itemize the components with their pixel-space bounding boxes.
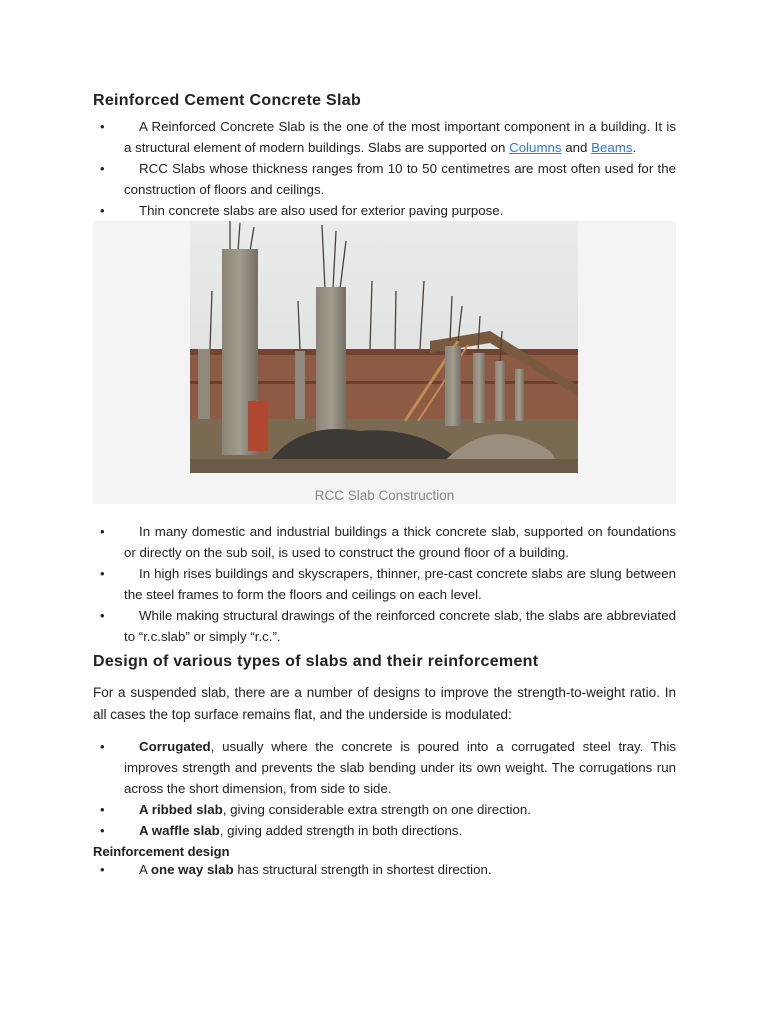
bullet-marker: •	[100, 161, 105, 176]
list-item: • Corrugated, usually where the concrete is poured into a corrugated steel tray. This improves strength and prevents the slab bending under its own weight. The corrugations run across the short dimension, from side to side.	[93, 736, 676, 799]
figure	[93, 221, 676, 504]
bullet-list	[93, 116, 676, 221]
bullet-marker: •	[100, 862, 105, 877]
construction-photo	[190, 221, 578, 473]
list-item: • In high rises buildings and skyscrapers, thinner, pre-cast concrete slabs are slung between the steel frames to form the floors and ceilings on each level.	[93, 563, 676, 605]
bullet-marker: •	[100, 802, 105, 817]
list-item: • A ribbed slab, giving considerable extra strength on one direction.	[93, 799, 676, 820]
section-heading: Reinforced Cement Concrete Slab	[93, 92, 362, 109]
bullet-list	[93, 736, 676, 841]
list-item: • Thin concrete slabs are also used for exterior paving purpose.	[93, 200, 676, 221]
bullet-list	[93, 859, 676, 880]
figure-caption: RCC Slab Construction	[314, 488, 455, 503]
list-item: • A waffle slab, giving added strength in both directions.	[93, 820, 676, 841]
bullet-marker: •	[100, 566, 105, 581]
bullet-list	[93, 521, 676, 647]
list-item: • RCC Slabs whose thickness ranges from 10 to 50 centimetres are most often used for the construction of floors and ceilings.	[93, 158, 676, 200]
bullet-marker: •	[100, 608, 105, 623]
bullet-marker: •	[100, 524, 105, 539]
intro-paragraph: For a suspended slab, there are a number of designs to improve the strength-to-weight ratio. In all cases the top surface remains flat, and the underside is modulated:	[93, 685, 676, 722]
beams-link[interactable]: Beams	[591, 140, 633, 155]
list-item: • In many domestic and industrial buildings a thick concrete slab, supported on foundations or directly on the sub soil, is used to construct the ground floor of a building.	[93, 521, 676, 563]
list-item: • A one way slab has structural strength in shortest direction.	[93, 859, 676, 880]
bullet-marker: •	[100, 119, 105, 134]
subsection-heading: Reinforcement design	[93, 844, 230, 859]
section-heading: Design of various types of slabs and their reinforcement	[93, 653, 539, 670]
bullet-marker: •	[100, 739, 105, 754]
columns-link[interactable]: Columns	[509, 140, 562, 155]
bullet-marker: •	[100, 203, 105, 218]
document-body	[93, 92, 676, 880]
list-item: • A Reinforced Concrete Slab is the one of the most important component in a building. It is a structural element of modern buildings. Slabs are supported on Columns and Beams.	[93, 116, 676, 158]
list-item: • While making structural drawings of the reinforced concrete slab, the slabs are abbreviated to “r.c.slab” or simply “r.c.”.	[93, 605, 676, 647]
bullet-marker: •	[100, 823, 105, 838]
